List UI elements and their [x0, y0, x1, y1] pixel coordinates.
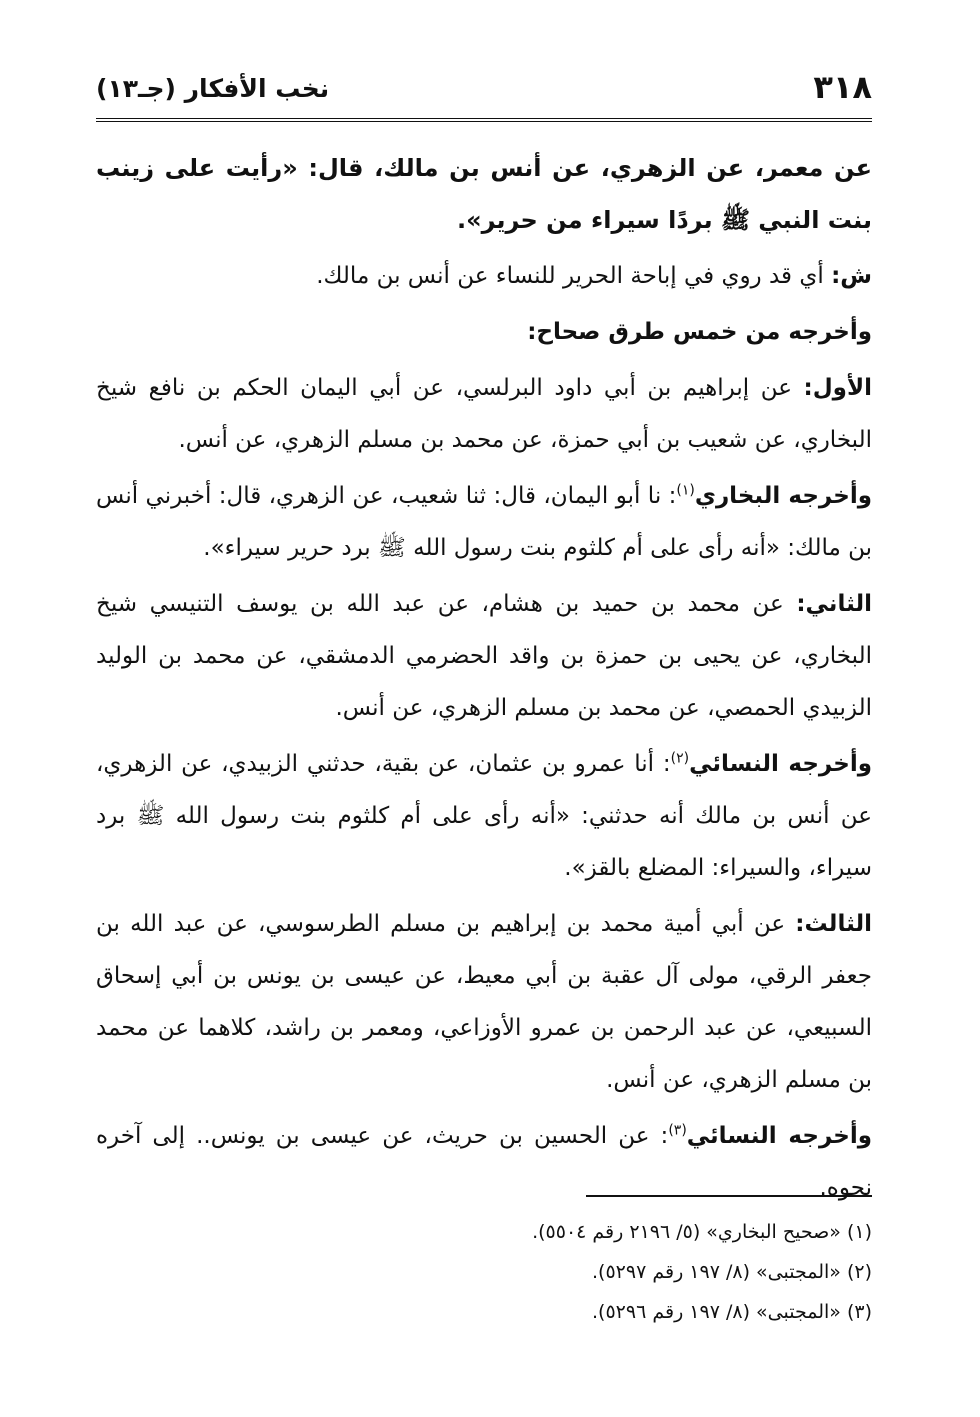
- footnotes: [96, 1212, 872, 1332]
- paragraph-commentary: [96, 250, 872, 302]
- paragraph-third-route: [96, 898, 872, 1106]
- paragraph-hadith: [96, 142, 872, 246]
- commentary-text: أي قد روي في إباحة الحرير للنساء عن أنس بن مالك.: [316, 263, 832, 289]
- footnote-ref-2: (٢): [670, 750, 690, 767]
- paragraph-nasai-1: [96, 738, 872, 894]
- first-route-text: عن إبراهيم بن أبي داود البرلسي، عن أبي اليمان الحكم بن نافع شيخ البخاري، عن شعيب بن أبي حمزة، عن محمد بن مسلم الزهري، عن أنس.: [96, 375, 872, 453]
- commentary-marker: ش:: [831, 263, 872, 289]
- page-number: ٣١٨: [813, 68, 872, 106]
- running-title: نخب الأفكار (جـ١٣): [96, 74, 330, 103]
- bukhari-label: وأخرجه البخاري: [694, 483, 872, 509]
- third-route-text: عن أبي أمية محمد بن إبراهيم بن مسلم الطرسوسي، عن عبد الله بن جعفر الرقي، مولى آل عقبة بن أبي معيط، عن عيسى بن يونس بن أبي إسحاق السبيعي، عن عبد الرحمن بن عمرو الأوزاعي، ومعمر بن راشد، كلاهما عن محمد بن مسلم الزهري، عن أنس.: [96, 911, 872, 1093]
- footnote-2: (٢) «المجتبى» (٨/ ١٩٧ رقم ٥٢٩٧).: [592, 1261, 872, 1283]
- second-route-text: عن محمد بن حميد بن هشام، عن عبد الله بن يوسف التنيسي شيخ البخاري، عن يحيى بن حمزة بن واقد الحضرمي الدمشقي، عن محمد بن الوليد الزبيدي الحمصي، عن محمد بن مسلم الزهري، عن أنس.: [96, 591, 872, 721]
- paragraph-second-route: [96, 578, 872, 734]
- hadith-text: عن معمر، عن الزهري، عن أنس بن مالك، قال: «رأيت على زينب بنت النبي ﷺ بردًا سيراء من حرير».: [96, 154, 872, 234]
- footnote-ref-1: (١): [676, 482, 695, 499]
- page-header: [96, 66, 872, 122]
- main-text: [96, 142, 872, 1218]
- nasai-2-label: وأخرجه النسائي: [686, 1123, 873, 1149]
- nasai-1-text: : أنا عمرو بن عثمان، عن بقية، حدثني الزبيدي، عن الزهري، عن أنس بن مالك أنه حدثني: «أنه رأى على أم كلثوم بنت رسول الله ﷺ برد سيراء، والسيراء: المضلع بالقز».: [96, 751, 872, 881]
- paragraph-first-route: [96, 362, 872, 466]
- second-route-label: الثاني:: [796, 591, 872, 617]
- paragraph-nasai-2: [96, 1110, 872, 1214]
- paragraph-bukhari: [96, 470, 872, 574]
- paragraph-routes-heading: [96, 306, 872, 358]
- nasai-2-text: : عن الحسين بن حريث، عن عيسى بن يونس.. إلى آخره نحوه.: [96, 1123, 872, 1201]
- nasai-1-label: وأخرجه النسائي: [689, 751, 872, 777]
- first-route-label: الأول:: [803, 375, 872, 401]
- routes-heading: وأخرجه من خمس طرق صحاح:: [527, 319, 872, 345]
- footnote-ref-3: (٣): [668, 1122, 687, 1139]
- footnote-3: (٣) «المجتبى» (٨/ ١٩٧ رقم ٥٢٩٦).: [592, 1301, 872, 1323]
- bukhari-text: : نا أبو اليمان، قال: ثنا شعيب، عن الزهري، قال: أخبرني أنس بن مالك: «أنه رأى على أم كلثوم بنت رسول الله ﷺ برد حرير سيراء».: [96, 483, 872, 561]
- third-route-label: الثالث:: [795, 911, 872, 937]
- footnote-divider: [586, 1195, 872, 1197]
- footnote-1: (١) «صحيح البخاري» (٥/ ٢١٩٦ رقم ٥٥٠٤).: [532, 1221, 872, 1243]
